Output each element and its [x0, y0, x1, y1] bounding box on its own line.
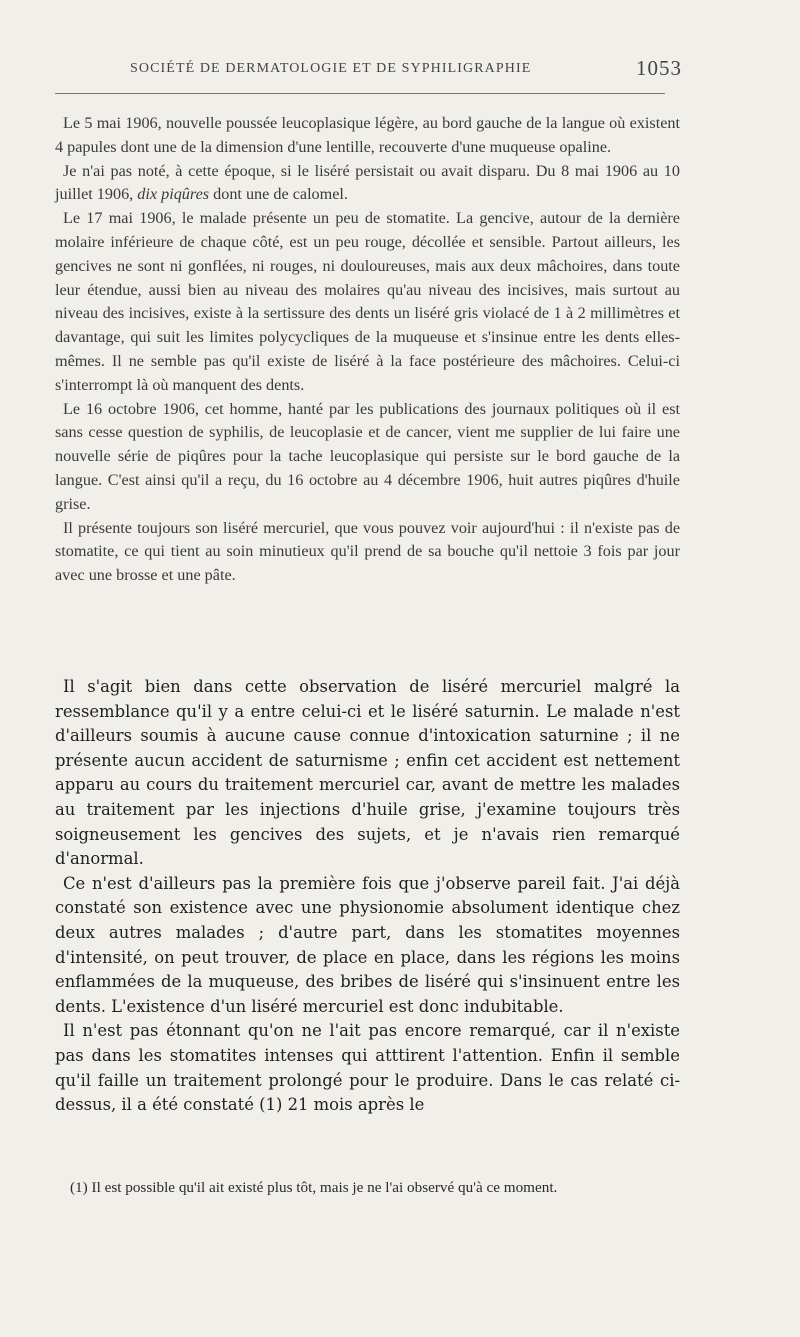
- text-run: dont une de calomel.: [209, 185, 348, 204]
- header-rule: [55, 93, 665, 94]
- paragraph: Il présente toujours son liséré mercuriel, que vous pouvez voir aujourd'hui : il n'existe pas de stomatite, ce qui tient au soin minutieux qu'il prend de sa bouche qu'il nettoie 3 fois par jour avec une brosse et une pâte.: [55, 518, 680, 585]
- page-number: 1053: [636, 56, 682, 80]
- observation-text: [55, 112, 680, 588]
- text-run: Je n'ai pas noté, à cette époque, si le liséré persistait ou avait disparu. Du 8 mai 1906 au 10 juillet 1906,: [55, 161, 680, 204]
- paragraph: Il n'est pas étonnant qu'on ne l'ait pas encore remarqué, car il n'existe pas dans les stomatites intenses qui atttirent l'attention. Enfin il semble qu'il faille un traitement prolongé pour le produire. Dans le cas relaté ci-dessus, il a été constaté (1) 21 mois après le: [55, 1021, 680, 1115]
- paragraph: Le 17 mai 1906, le malade présente un peu de stomatite. La gencive, autour de la dernière molaire inférieure de chaque côté, est un peu rouge, décollée et sensible. Partout ailleurs, les gencives ne sont ni gonflées, ni rouges, ni douloureuses, mais aux deux mâchoires, dans toute leur étendue, aussi bien au niveau des molaires qu'au niveau des incisives, mais surtout au niveau des incisives, existe à la sertissure des dents un liséré gris violacé de 1 à 2 millimètres et davantage, qui suit les limites polycycliques de la muqueuse et s'insinue entre les dents elles-mêmes. Il ne semble pas qu'il existe de liséré à la face postérieure des mâchoires. Celui-ci s'interrompt là où manquent des dents.: [55, 209, 680, 394]
- footnote: (1) Il est possible qu'il ait existé plus tôt, mais je ne l'ai observé qu'à ce moment.: [70, 1179, 558, 1196]
- paragraph: Le 5 mai 1906, nouvelle poussée leucoplasique légère, au bord gauche de la langue où existent 4 papules dont une de la dimension d'une lentille, recouverte d'une muqueuse opaline.: [55, 114, 680, 156]
- running-title: SOCIÉTÉ DE DERMATOLOGIE ET DE SYPHILIGRAPHIE: [130, 61, 532, 76]
- paragraph: [55, 160, 680, 208]
- commentary-text: [55, 675, 680, 1118]
- paragraph: Le 16 octobre 1906, cet homme, hanté par les publications des journaux politiques où il est sans cesse question de syphilis, de leucoplasie et de cancer, vient me supplier de lui faire une nouvelle série de piqûres pour la tache leucoplasique qui persiste sur le bord gauche de la langue. C'est ainsi qu'il a reçu, du 16 octobre au 4 décembre 1906, huit autres piqûres d'huile grise.: [55, 399, 680, 513]
- page-header: [55, 56, 682, 82]
- paragraph: Il s'agit bien dans cette observation de liséré mercuriel malgré la ressemblance qu'il y a entre celui-ci et le liséré saturnin. Le malade n'est d'ailleurs soumis à aucune cause connue d'intoxication saturnine ; il ne présente aucun accident de saturnisme ; enfin cet accident est nettement apparu au cours du traitement mercuriel car, avant de mettre les malades au traitement par les injections d'huile grise, j'examine toujours très soigneusement les gencives des sujets, et je n'avais rien remarqué d'anormal.: [55, 677, 680, 869]
- paragraph: Ce n'est d'ailleurs pas la première fois que j'observe pareil fait. J'ai déjà constaté son existence avec une physionomie absolument identique chez deux autres malades ; d'autre part, dans les stomatites moyennes d'intensité, on peut trouver, de place en place, dans les régions les moins enflammées de la muqueuse, des bribes de liséré qui s'insinuent entre les dents. L'existence d'un liséré mercuriel est donc indubitable.: [55, 873, 680, 1016]
- italic-text: dix piqûres: [137, 185, 210, 204]
